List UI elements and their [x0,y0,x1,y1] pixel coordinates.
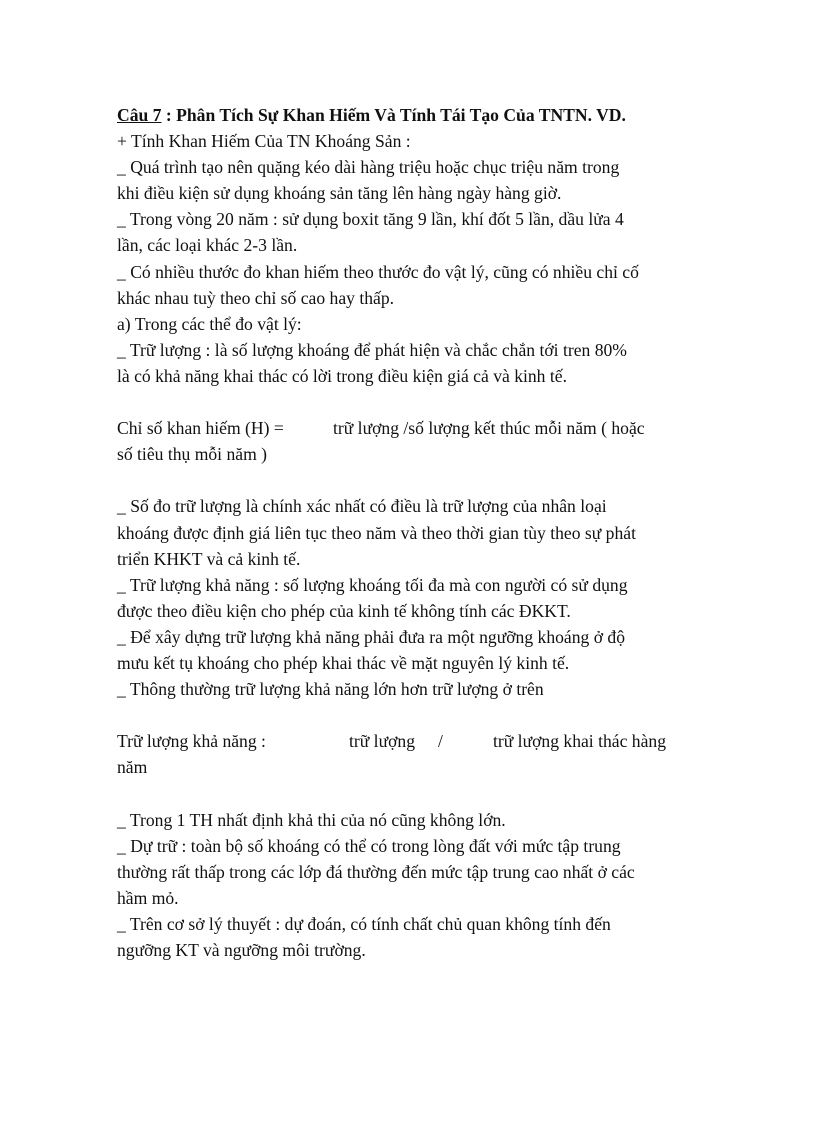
formula-right: trữ lượng /số lượng kết thúc mỗi năm ( hoặc [333,418,645,439]
formula-continuation: số tiêu thụ mỗi năm ) [117,444,268,465]
text-line: _ Trong vòng 20 năm : sử dụng boxit tăng 9 lần, khí đốt 5 lần, dầu lửa 4 [117,209,624,230]
text-line: khác nhau tuỳ theo chỉ số cao hay thấp. [117,287,395,308]
formula-left: Trữ lượng khả năng : [117,731,266,752]
text-line: _ Quá trình tạo nên quặng kéo dài hàng triệu hoặc chục triệu năm trong [117,157,620,178]
text-line: là có khả năng khai thác có lời trong điều kiện giá cả và kinh tế. [117,365,567,386]
section-title [117,102,717,128]
text-line: _ Có nhiều thước đo khan hiếm theo thước đo vật lý, cũng có nhiều chỉ cố [117,261,639,282]
text-line: được theo điều kiện cho phép của kinh tế không tính các ĐKKT. [117,600,571,621]
text-line: _ Số đo trữ lượng là chính xác nhất có điều là trữ lượng của nhân loại [117,496,607,517]
potential-reserve-formula [117,728,717,754]
text-line: thường rất thấp trong các lớp đá thường đến mức tập trung cao nhất ở các [117,861,635,882]
text-line: lần, các loại khác 2-3 lần. [117,235,298,256]
text-line: _ Trên cơ sở lý thuyết : dự đoán, có tính chất chủ quan không tính đến [117,913,611,934]
text-line: + Tính Khan Hiếm Của TN Khoáng Sản : [117,131,411,152]
blank-line [117,702,717,728]
text-line: hầm mỏ. [117,887,179,908]
text-line: _ Trữ lượng : là số lượng khoáng để phát hiện và chắc chắn tới tren 80% [117,339,627,360]
text-line: khoáng được định giá liên tục theo năm và theo thời gian tùy theo sự phát [117,522,636,543]
text-line: _ Trữ lượng khả năng : số lượng khoáng tối đa mà con người có sử dụng [117,574,628,595]
text-line: _ Thông thường trữ lượng khả năng lớn hơn trữ lượng ở trên [117,679,544,700]
blank-line [117,467,717,493]
text-line: khi điều kiện sử dụng khoáng sản tăng lên hàng ngày hàng giờ. [117,183,562,204]
formula-left: Chỉ số khan hiếm (H) = [117,418,284,439]
formula-slash: / [438,731,443,752]
formula-continuation: năm [117,757,148,778]
text-line: ngưỡng KT và ngưỡng môi trường. [117,940,366,960]
title-text: : Phân Tích Sự Khan Hiếm Và Tính Tái Tạo Của TNTN. VD. [161,105,626,125]
text-line: a) Trong các thể đo vật lý: [117,313,302,334]
text-line: mưu kết tụ khoáng cho phép khai thác về mặt nguyên lý kinh tế. [117,652,570,673]
formula-mid: trữ lượng [349,731,416,752]
text-line: triển KHKT và cả kinh tế. [117,548,301,569]
scarcity-index-formula [117,415,717,441]
blank-line [117,389,717,415]
blank-line [117,780,717,806]
document-page [117,102,717,963]
text-line: _ Trong 1 TH nhất định khả thi của nó cũng không lớn. [117,809,506,830]
text-line: _ Dự trữ : toàn bộ số khoáng có thể có trong lòng đất với mức tập trung [117,835,621,856]
formula-right: trữ lượng khai thác hàng [493,731,666,752]
question-label: Câu 7 [117,105,162,125]
text-line: _ Để xây dựng trữ lượng khả năng phải đưa ra một ngưỡng khoáng ở độ [117,626,626,647]
